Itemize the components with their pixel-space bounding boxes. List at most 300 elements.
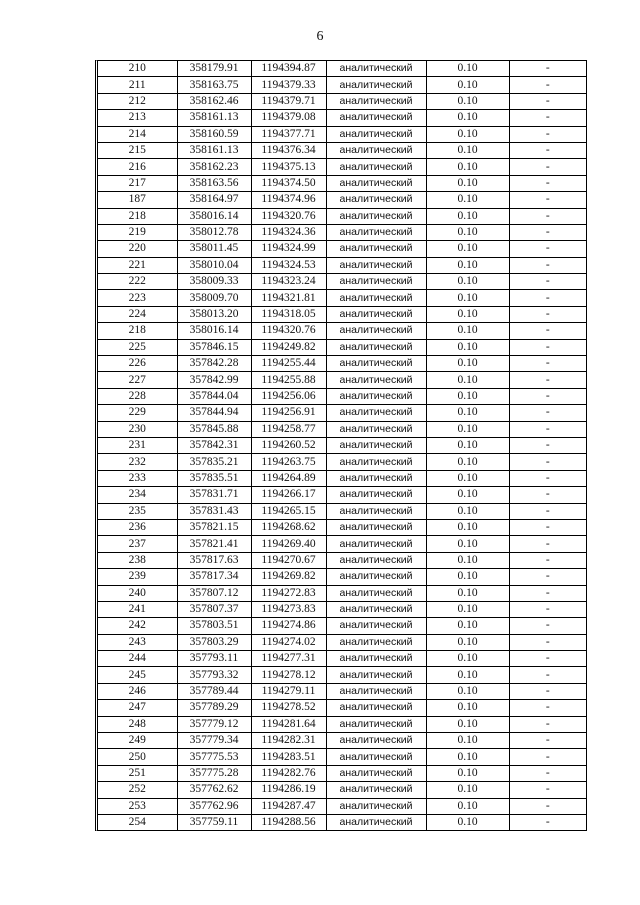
point-number-cell: 230 <box>98 421 177 437</box>
method-cell: аналитический <box>326 388 426 404</box>
y-coordinate-cell: 1194318.05 <box>251 306 326 322</box>
method-cell: аналитический <box>326 683 426 699</box>
x-coordinate-cell: 358009.33 <box>177 274 251 290</box>
point-number-cell: 218 <box>98 208 177 224</box>
accuracy-cell: 0.10 <box>426 290 509 306</box>
method-cell: аналитический <box>326 241 426 257</box>
y-coordinate-cell: 1194274.86 <box>251 618 326 634</box>
x-coordinate-cell: 358011.45 <box>177 241 251 257</box>
accuracy-cell: 0.10 <box>426 306 509 322</box>
accuracy-cell: 0.10 <box>426 536 509 552</box>
table-row <box>98 323 586 339</box>
note-cell: - <box>509 700 586 716</box>
method-cell: аналитический <box>326 651 426 667</box>
method-cell: аналитический <box>326 503 426 519</box>
accuracy-cell: 0.10 <box>426 437 509 453</box>
accuracy-cell: 0.10 <box>426 569 509 585</box>
method-cell: аналитический <box>326 552 426 568</box>
note-cell: - <box>509 61 586 77</box>
point-number-cell: 223 <box>98 290 177 306</box>
note-cell: - <box>509 405 586 421</box>
point-number-cell: 240 <box>98 585 177 601</box>
x-coordinate-cell: 357831.43 <box>177 503 251 519</box>
method-cell: аналитический <box>326 716 426 732</box>
accuracy-cell: 0.10 <box>426 634 509 650</box>
method-cell: аналитический <box>326 356 426 372</box>
method-cell: аналитический <box>326 667 426 683</box>
method-cell: аналитический <box>326 339 426 355</box>
accuracy-cell: 0.10 <box>426 142 509 158</box>
point-number-cell: 253 <box>98 798 177 814</box>
x-coordinate-cell: 357762.62 <box>177 782 251 798</box>
point-number-cell: 249 <box>98 733 177 749</box>
y-coordinate-cell: 1194269.40 <box>251 536 326 552</box>
method-cell: аналитический <box>326 77 426 93</box>
point-number-cell: 213 <box>98 110 177 126</box>
x-coordinate-cell: 357842.28 <box>177 356 251 372</box>
point-number-cell: 233 <box>98 470 177 486</box>
y-coordinate-cell: 1194394.87 <box>251 61 326 77</box>
table-row <box>98 257 586 273</box>
method-cell: аналитический <box>326 306 426 322</box>
table-row <box>98 175 586 191</box>
x-coordinate-cell: 357846.15 <box>177 339 251 355</box>
table-row <box>98 585 586 601</box>
note-cell: - <box>509 634 586 650</box>
y-coordinate-cell: 1194264.89 <box>251 470 326 486</box>
y-coordinate-cell: 1194263.75 <box>251 454 326 470</box>
y-coordinate-cell: 1194274.02 <box>251 634 326 650</box>
table-row <box>98 651 586 667</box>
note-cell: - <box>509 733 586 749</box>
y-coordinate-cell: 1194286.19 <box>251 782 326 798</box>
method-cell: аналитический <box>326 765 426 781</box>
y-coordinate-cell: 1194249.82 <box>251 339 326 355</box>
note-cell: - <box>509 356 586 372</box>
note-cell: - <box>509 77 586 93</box>
table-row <box>98 159 586 175</box>
point-number-cell: 212 <box>98 93 177 109</box>
note-cell: - <box>509 618 586 634</box>
table-row <box>98 519 586 535</box>
table-row <box>98 552 586 568</box>
table-row <box>98 798 586 814</box>
method-cell: аналитический <box>326 569 426 585</box>
method-cell: аналитический <box>326 61 426 77</box>
y-coordinate-cell: 1194379.08 <box>251 110 326 126</box>
note-cell: - <box>509 651 586 667</box>
y-coordinate-cell: 1194379.33 <box>251 77 326 93</box>
method-cell: аналитический <box>326 159 426 175</box>
method-cell: аналитический <box>326 798 426 814</box>
method-cell: аналитический <box>326 519 426 535</box>
table-row <box>98 339 586 355</box>
y-coordinate-cell: 1194269.82 <box>251 569 326 585</box>
x-coordinate-cell: 358013.20 <box>177 306 251 322</box>
x-coordinate-cell: 357817.34 <box>177 569 251 585</box>
note-cell: - <box>509 536 586 552</box>
point-number-cell: 248 <box>98 716 177 732</box>
x-coordinate-cell: 358161.13 <box>177 142 251 158</box>
point-number-cell: 210 <box>98 61 177 77</box>
note-cell: - <box>509 749 586 765</box>
note-cell: - <box>509 519 586 535</box>
y-coordinate-cell: 1194258.77 <box>251 421 326 437</box>
note-cell: - <box>509 339 586 355</box>
note-cell: - <box>509 667 586 683</box>
note-cell: - <box>509 454 586 470</box>
point-number-cell: 245 <box>98 667 177 683</box>
y-coordinate-cell: 1194273.83 <box>251 601 326 617</box>
table-row <box>98 487 586 503</box>
table-row <box>98 814 586 830</box>
note-cell: - <box>509 601 586 617</box>
note-cell: - <box>509 159 586 175</box>
x-coordinate-cell: 357793.32 <box>177 667 251 683</box>
table-row <box>98 749 586 765</box>
table-row <box>98 61 586 77</box>
point-number-cell: 228 <box>98 388 177 404</box>
x-coordinate-cell: 357775.53 <box>177 749 251 765</box>
table-body <box>98 61 586 830</box>
note-cell: - <box>509 470 586 486</box>
method-cell: аналитический <box>326 192 426 208</box>
note-cell: - <box>509 765 586 781</box>
coordinates-table-container <box>95 60 587 831</box>
note-cell: - <box>509 388 586 404</box>
x-coordinate-cell: 357807.12 <box>177 585 251 601</box>
note-cell: - <box>509 503 586 519</box>
point-number-cell: 217 <box>98 175 177 191</box>
accuracy-cell: 0.10 <box>426 208 509 224</box>
x-coordinate-cell: 358161.13 <box>177 110 251 126</box>
accuracy-cell: 0.10 <box>426 552 509 568</box>
note-cell: - <box>509 290 586 306</box>
method-cell: аналитический <box>326 421 426 437</box>
table-row <box>98 274 586 290</box>
note-cell: - <box>509 487 586 503</box>
table-row <box>98 110 586 126</box>
note-cell: - <box>509 126 586 142</box>
note-cell: - <box>509 192 586 208</box>
y-coordinate-cell: 1194375.13 <box>251 159 326 175</box>
table-row <box>98 372 586 388</box>
table-row <box>98 192 586 208</box>
note-cell: - <box>509 798 586 814</box>
note-cell: - <box>509 274 586 290</box>
note-cell: - <box>509 175 586 191</box>
coordinates-table <box>98 61 586 830</box>
x-coordinate-cell: 357821.15 <box>177 519 251 535</box>
y-coordinate-cell: 1194324.36 <box>251 224 326 240</box>
x-coordinate-cell: 358160.59 <box>177 126 251 142</box>
y-coordinate-cell: 1194278.52 <box>251 700 326 716</box>
method-cell: аналитический <box>326 142 426 158</box>
note-cell: - <box>509 208 586 224</box>
point-number-cell: 250 <box>98 749 177 765</box>
accuracy-cell: 0.10 <box>426 405 509 421</box>
table-row <box>98 470 586 486</box>
y-coordinate-cell: 1194282.31 <box>251 733 326 749</box>
method-cell: аналитический <box>326 585 426 601</box>
table-row <box>98 782 586 798</box>
point-number-cell: 232 <box>98 454 177 470</box>
point-number-cell: 246 <box>98 683 177 699</box>
note-cell: - <box>509 569 586 585</box>
y-coordinate-cell: 1194288.56 <box>251 814 326 830</box>
method-cell: аналитический <box>326 749 426 765</box>
point-number-cell: 243 <box>98 634 177 650</box>
accuracy-cell: 0.10 <box>426 110 509 126</box>
accuracy-cell: 0.10 <box>426 192 509 208</box>
method-cell: аналитический <box>326 208 426 224</box>
accuracy-cell: 0.10 <box>426 782 509 798</box>
x-coordinate-cell: 358163.56 <box>177 175 251 191</box>
method-cell: аналитический <box>326 700 426 716</box>
accuracy-cell: 0.10 <box>426 93 509 109</box>
note-cell: - <box>509 421 586 437</box>
x-coordinate-cell: 357821.41 <box>177 536 251 552</box>
point-number-cell: 214 <box>98 126 177 142</box>
note-cell: - <box>509 224 586 240</box>
x-coordinate-cell: 358016.14 <box>177 208 251 224</box>
table-row <box>98 306 586 322</box>
note-cell: - <box>509 110 586 126</box>
point-number-cell: 251 <box>98 765 177 781</box>
point-number-cell: 218 <box>98 323 177 339</box>
table-row <box>98 683 586 699</box>
method-cell: аналитический <box>326 290 426 306</box>
table-row <box>98 290 586 306</box>
x-coordinate-cell: 357845.88 <box>177 421 251 437</box>
accuracy-cell: 0.10 <box>426 421 509 437</box>
y-coordinate-cell: 1194256.06 <box>251 388 326 404</box>
table-row <box>98 733 586 749</box>
x-coordinate-cell: 357803.29 <box>177 634 251 650</box>
point-number-cell: 254 <box>98 814 177 830</box>
accuracy-cell: 0.10 <box>426 765 509 781</box>
accuracy-cell: 0.10 <box>426 651 509 667</box>
x-coordinate-cell: 357789.29 <box>177 700 251 716</box>
point-number-cell: 220 <box>98 241 177 257</box>
x-coordinate-cell: 357835.21 <box>177 454 251 470</box>
note-cell: - <box>509 142 586 158</box>
point-number-cell: 187 <box>98 192 177 208</box>
point-number-cell: 244 <box>98 651 177 667</box>
table-row <box>98 77 586 93</box>
method-cell: аналитический <box>326 487 426 503</box>
y-coordinate-cell: 1194255.88 <box>251 372 326 388</box>
table-row <box>98 421 586 437</box>
table-row <box>98 405 586 421</box>
method-cell: аналитический <box>326 782 426 798</box>
accuracy-cell: 0.10 <box>426 667 509 683</box>
y-coordinate-cell: 1194260.52 <box>251 437 326 453</box>
y-coordinate-cell: 1194377.71 <box>251 126 326 142</box>
method-cell: аналитический <box>326 274 426 290</box>
y-coordinate-cell: 1194287.47 <box>251 798 326 814</box>
accuracy-cell: 0.10 <box>426 388 509 404</box>
y-coordinate-cell: 1194281.64 <box>251 716 326 732</box>
method-cell: аналитический <box>326 437 426 453</box>
point-number-cell: 238 <box>98 552 177 568</box>
y-coordinate-cell: 1194272.83 <box>251 585 326 601</box>
y-coordinate-cell: 1194379.71 <box>251 93 326 109</box>
accuracy-cell: 0.10 <box>426 683 509 699</box>
x-coordinate-cell: 358162.23 <box>177 159 251 175</box>
point-number-cell: 224 <box>98 306 177 322</box>
point-number-cell: 226 <box>98 356 177 372</box>
point-number-cell: 234 <box>98 487 177 503</box>
x-coordinate-cell: 357807.37 <box>177 601 251 617</box>
y-coordinate-cell: 1194283.51 <box>251 749 326 765</box>
x-coordinate-cell: 357844.04 <box>177 388 251 404</box>
page-number: 6 <box>316 29 324 44</box>
note-cell: - <box>509 585 586 601</box>
method-cell: аналитический <box>326 618 426 634</box>
table-row <box>98 241 586 257</box>
y-coordinate-cell: 1194278.12 <box>251 667 326 683</box>
method-cell: аналитический <box>326 257 426 273</box>
y-coordinate-cell: 1194376.34 <box>251 142 326 158</box>
x-coordinate-cell: 358162.46 <box>177 93 251 109</box>
x-coordinate-cell: 357789.44 <box>177 683 251 699</box>
x-coordinate-cell: 357779.12 <box>177 716 251 732</box>
method-cell: аналитический <box>326 175 426 191</box>
y-coordinate-cell: 1194266.17 <box>251 487 326 503</box>
point-number-cell: 231 <box>98 437 177 453</box>
x-coordinate-cell: 357779.34 <box>177 733 251 749</box>
point-number-cell: 241 <box>98 601 177 617</box>
method-cell: аналитический <box>326 405 426 421</box>
method-cell: аналитический <box>326 733 426 749</box>
table-row <box>98 601 586 617</box>
x-coordinate-cell: 357803.51 <box>177 618 251 634</box>
method-cell: аналитический <box>326 601 426 617</box>
point-number-cell: 235 <box>98 503 177 519</box>
accuracy-cell: 0.10 <box>426 519 509 535</box>
y-coordinate-cell: 1194320.76 <box>251 323 326 339</box>
y-coordinate-cell: 1194282.76 <box>251 765 326 781</box>
table-row <box>98 93 586 109</box>
x-coordinate-cell: 357759.11 <box>177 814 251 830</box>
point-number-cell: 221 <box>98 257 177 273</box>
table-row <box>98 634 586 650</box>
y-coordinate-cell: 1194256.91 <box>251 405 326 421</box>
accuracy-cell: 0.10 <box>426 339 509 355</box>
note-cell: - <box>509 814 586 830</box>
point-number-cell: 225 <box>98 339 177 355</box>
x-coordinate-cell: 358010.04 <box>177 257 251 273</box>
accuracy-cell: 0.10 <box>426 487 509 503</box>
y-coordinate-cell: 1194320.76 <box>251 208 326 224</box>
x-coordinate-cell: 357762.96 <box>177 798 251 814</box>
accuracy-cell: 0.10 <box>426 274 509 290</box>
table-row <box>98 142 586 158</box>
y-coordinate-cell: 1194270.67 <box>251 552 326 568</box>
x-coordinate-cell: 358163.75 <box>177 77 251 93</box>
table-row <box>98 208 586 224</box>
x-coordinate-cell: 358009.70 <box>177 290 251 306</box>
x-coordinate-cell: 357817.63 <box>177 552 251 568</box>
method-cell: аналитический <box>326 93 426 109</box>
x-coordinate-cell: 357842.99 <box>177 372 251 388</box>
method-cell: аналитический <box>326 323 426 339</box>
y-coordinate-cell: 1194279.11 <box>251 683 326 699</box>
accuracy-cell: 0.10 <box>426 61 509 77</box>
table-row <box>98 454 586 470</box>
note-cell: - <box>509 437 586 453</box>
accuracy-cell: 0.10 <box>426 454 509 470</box>
method-cell: аналитический <box>326 634 426 650</box>
y-coordinate-cell: 1194268.62 <box>251 519 326 535</box>
accuracy-cell: 0.10 <box>426 733 509 749</box>
method-cell: аналитический <box>326 454 426 470</box>
method-cell: аналитический <box>326 536 426 552</box>
point-number-cell: 247 <box>98 700 177 716</box>
table-row <box>98 356 586 372</box>
table-row <box>98 536 586 552</box>
note-cell: - <box>509 782 586 798</box>
table-row <box>98 224 586 240</box>
accuracy-cell: 0.10 <box>426 618 509 634</box>
note-cell: - <box>509 372 586 388</box>
point-number-cell: 215 <box>98 142 177 158</box>
accuracy-cell: 0.10 <box>426 356 509 372</box>
y-coordinate-cell: 1194321.81 <box>251 290 326 306</box>
accuracy-cell: 0.10 <box>426 601 509 617</box>
note-cell: - <box>509 93 586 109</box>
note-cell: - <box>509 257 586 273</box>
table-row <box>98 667 586 683</box>
point-number-cell: 229 <box>98 405 177 421</box>
x-coordinate-cell: 357835.51 <box>177 470 251 486</box>
accuracy-cell: 0.10 <box>426 798 509 814</box>
point-number-cell: 237 <box>98 536 177 552</box>
x-coordinate-cell: 357793.11 <box>177 651 251 667</box>
x-coordinate-cell: 358016.14 <box>177 323 251 339</box>
y-coordinate-cell: 1194374.50 <box>251 175 326 191</box>
method-cell: аналитический <box>326 470 426 486</box>
y-coordinate-cell: 1194265.15 <box>251 503 326 519</box>
y-coordinate-cell: 1194255.44 <box>251 356 326 372</box>
table-row <box>98 765 586 781</box>
method-cell: аналитический <box>326 224 426 240</box>
y-coordinate-cell: 1194323.24 <box>251 274 326 290</box>
table-row <box>98 569 586 585</box>
accuracy-cell: 0.10 <box>426 257 509 273</box>
accuracy-cell: 0.10 <box>426 716 509 732</box>
table-row <box>98 437 586 453</box>
accuracy-cell: 0.10 <box>426 159 509 175</box>
x-coordinate-cell: 358012.78 <box>177 224 251 240</box>
accuracy-cell: 0.10 <box>426 749 509 765</box>
x-coordinate-cell: 358164.97 <box>177 192 251 208</box>
table-row <box>98 700 586 716</box>
x-coordinate-cell: 357831.71 <box>177 487 251 503</box>
accuracy-cell: 0.10 <box>426 241 509 257</box>
x-coordinate-cell: 357775.28 <box>177 765 251 781</box>
method-cell: аналитический <box>326 814 426 830</box>
x-coordinate-cell: 358179.91 <box>177 61 251 77</box>
point-number-cell: 252 <box>98 782 177 798</box>
point-number-cell: 242 <box>98 618 177 634</box>
note-cell: - <box>509 716 586 732</box>
accuracy-cell: 0.10 <box>426 126 509 142</box>
y-coordinate-cell: 1194374.96 <box>251 192 326 208</box>
x-coordinate-cell: 357844.94 <box>177 405 251 421</box>
method-cell: аналитический <box>326 110 426 126</box>
